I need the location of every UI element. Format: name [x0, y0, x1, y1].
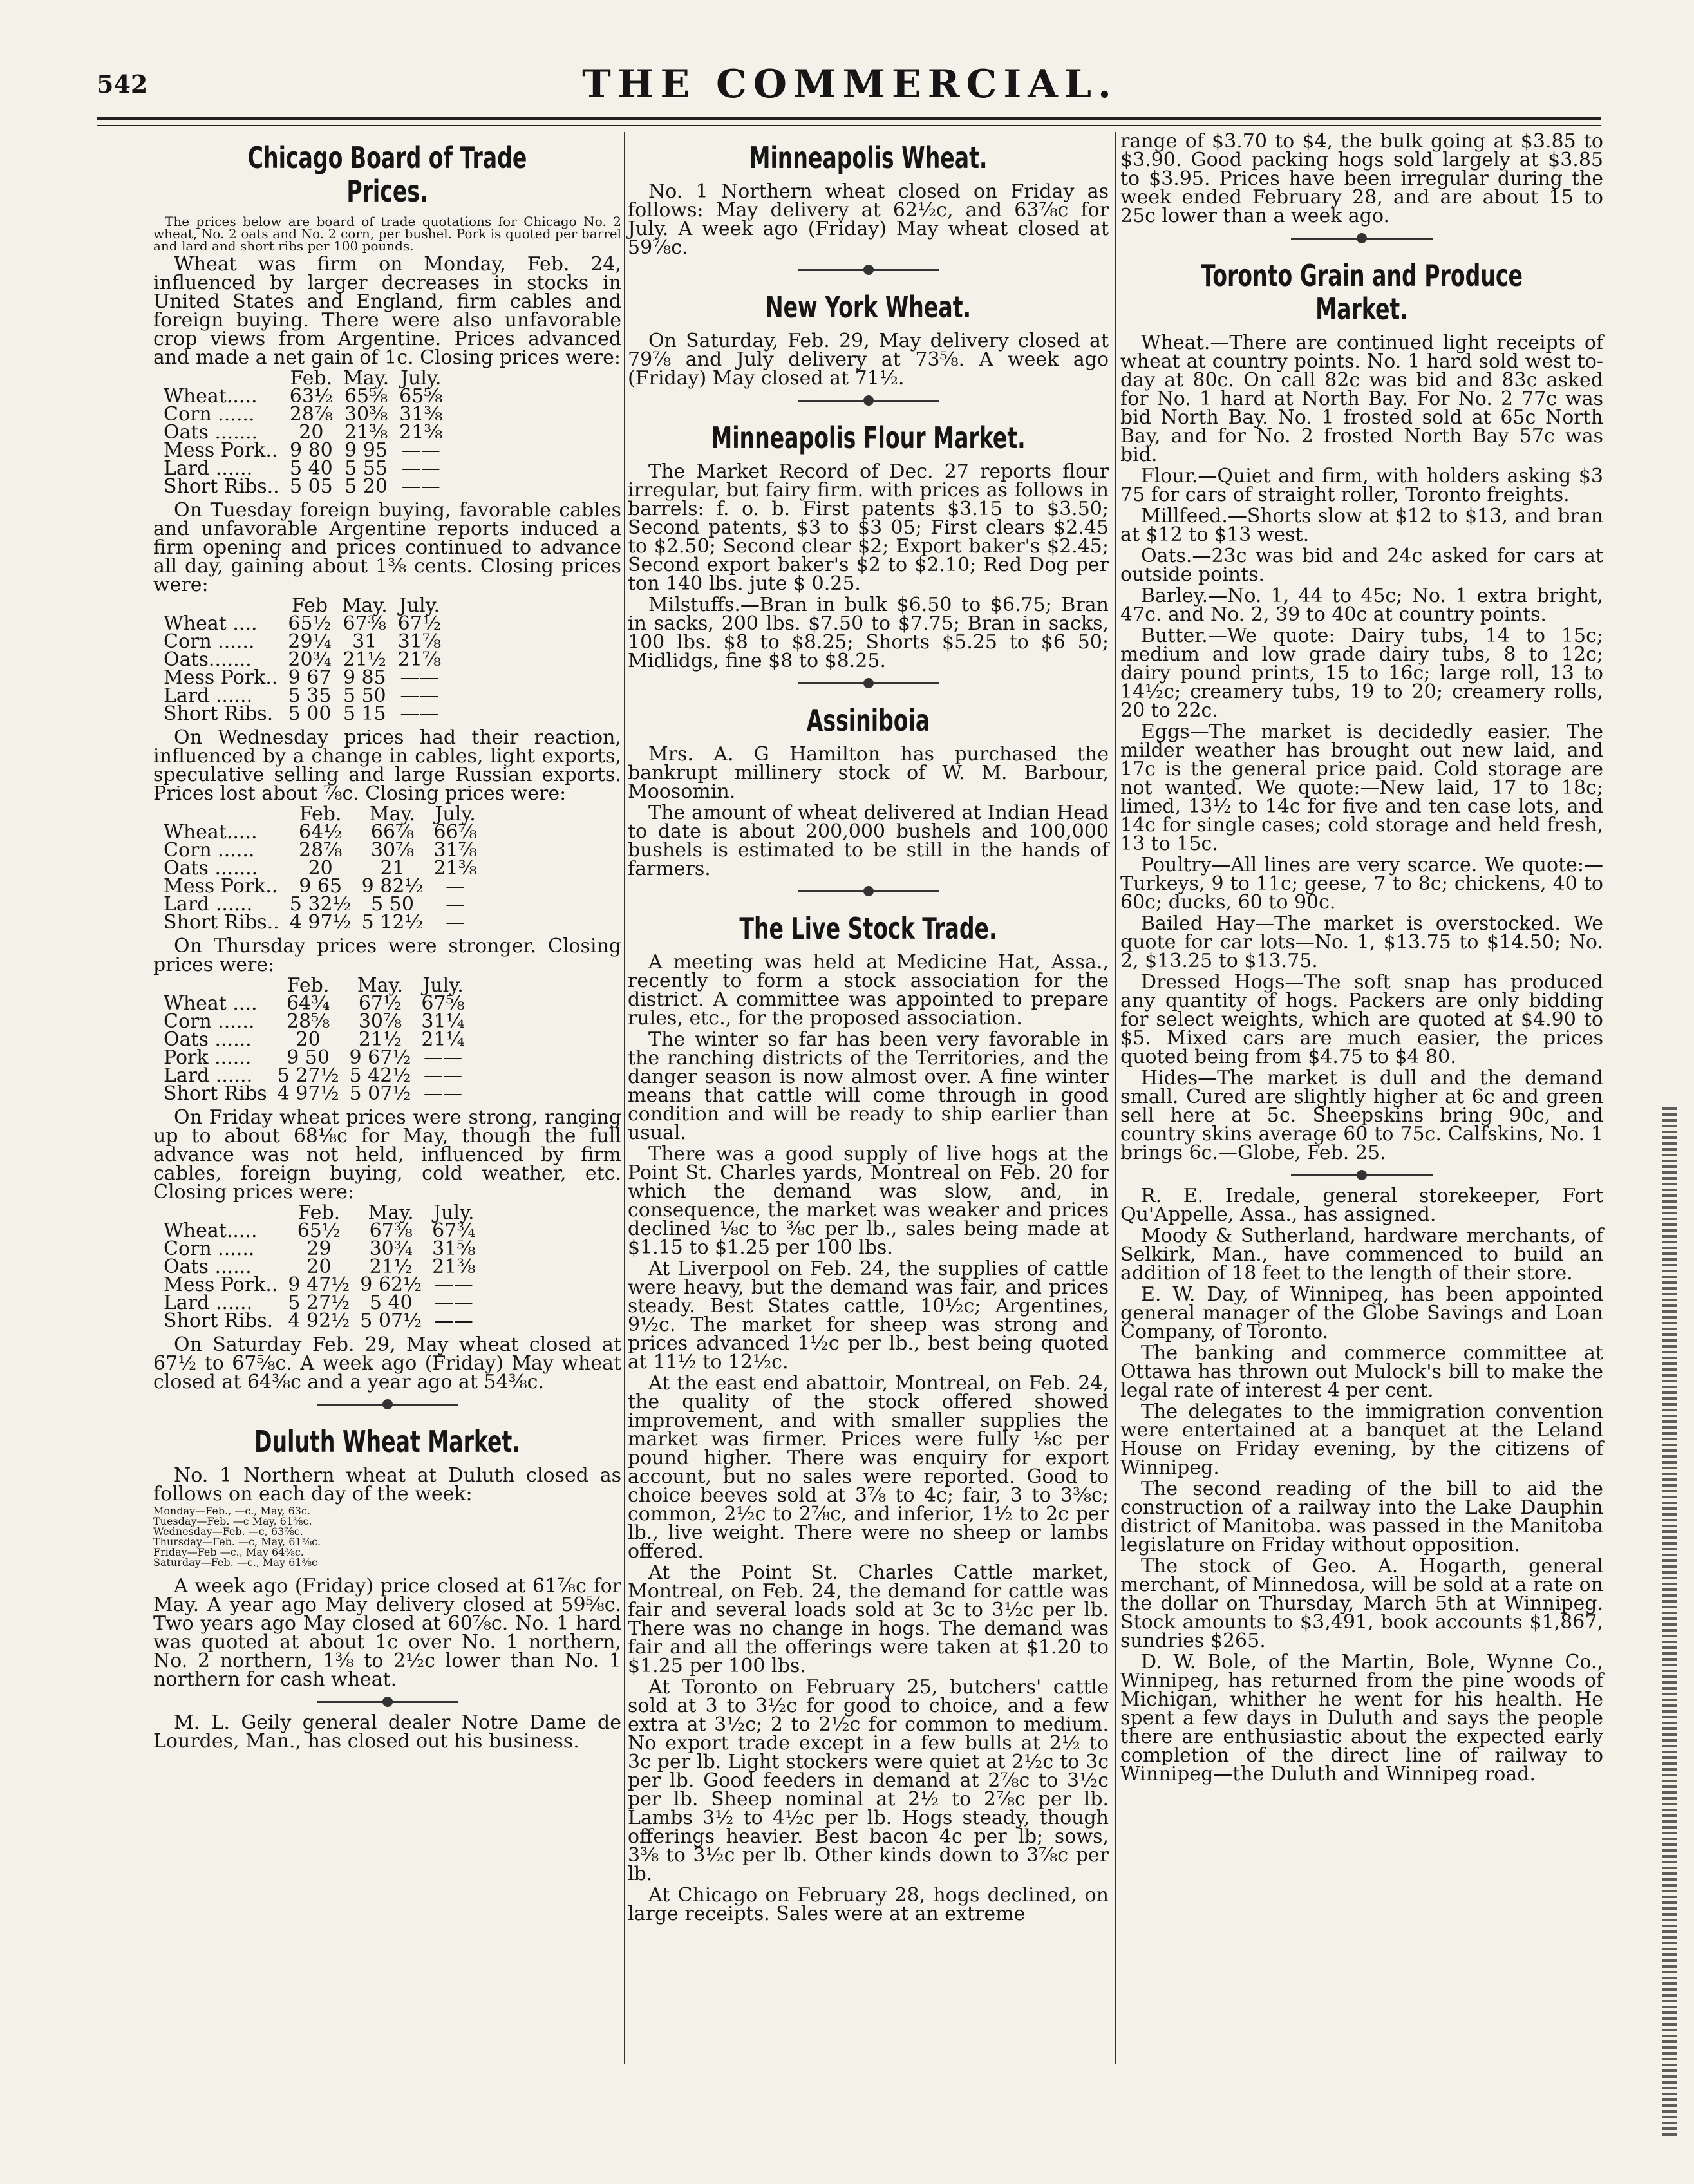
commodity-cell: Short Ribs: [164, 1082, 267, 1105]
column-2: [628, 132, 1109, 1926]
commodity-cell: Lard ......: [164, 1064, 253, 1087]
live-stock-paragraph: At the Point St. Charles Cattle market, Montreal, on Feb. 24, the demand for cattle was fair and several loads sold at 3c to 3½c per lb. There was no change in hogs. The demand was fair and all the offerings were taken at $1.20 to $1.25 per 100 lbs.: [628, 1561, 1109, 1677]
commodity-cell: Corn ......: [164, 403, 255, 426]
price-cell: 5 07½: [349, 1082, 411, 1105]
price-cell: 20¾: [288, 648, 332, 671]
price-cell: 5 20: [344, 475, 388, 498]
price-cell: ——: [424, 1046, 463, 1069]
price-cell: 4 97½: [277, 1082, 339, 1105]
table-row: [158, 705, 446, 723]
commodity-cell: Lard ......: [164, 893, 253, 916]
price-cell: 5 55: [344, 457, 388, 480]
price-cell: 31¼: [421, 1010, 465, 1033]
price-table: [158, 1201, 480, 1332]
commodity-cell: Mess Pork..: [164, 875, 278, 898]
price-cell: 65½: [288, 612, 332, 635]
commodity-cell: Wheat ....: [164, 612, 258, 635]
price-cell: —: [446, 893, 466, 916]
price-cell: 31: [352, 630, 377, 653]
price-cell: 5 07½: [360, 1310, 422, 1332]
section-divider: [628, 259, 1109, 281]
price-cell: 9 62½: [360, 1274, 422, 1296]
price-cell: 20: [299, 421, 324, 444]
saturday-report: On Saturday Feb. 29, May wheat closed at 67½ to 67⅝c. A week ago (Friday) May wheat closed at 64⅜c and a year ago at 54⅜c.: [153, 1333, 621, 1393]
ny-wheat-heading: New York Wheat.: [765, 290, 972, 325]
price-cell: ——: [400, 684, 439, 707]
price-cell: 63½: [289, 385, 333, 408]
price-cell: 65⅝: [399, 385, 443, 408]
live-stock-paragraph: At Toronto on February 25, butchers' cattle sold at 3 to 3½c for good to choice, and a few extra at 3½c; 2 to 2½c for common to medium. No export trade except in a few bulls at 2½ to 3c per lb. Light stockers were quiet at 2½c to 3c per lb. Good feeders in demand at 2⅞c to 3½c per lb. Sheep nominal at 2½ to 2⅞c per lb. Lambs 3½ to 4½c per lb. Hogs steady, though offerings heavier. Best bacon 4c per lb; sows, 3⅜ to 3½c per lb. Other kinds down to 3⅞c per lb.: [628, 1676, 1109, 1885]
commodity-cell: Oats.......: [164, 648, 252, 671]
duluth-daily-list: [153, 1506, 621, 1568]
list-item: Wednesday—Feb. —c, 63⅞c.: [153, 1525, 303, 1538]
paragraph: D. W. Bole, of the Martin, Bole, Wynne Co., Winnipeg, has returned from the pine woods of Michigan, whither he went for his health. He spent a few days in Duluth and says the people there are enthusiastic about the expected early completion of the direct line of railway to Winnipeg—the Duluth and Winnipeg road.: [1120, 1651, 1603, 1785]
mpls-wheat-text: No. 1 Northern wheat closed on Friday as follows: May delivery at 62½c, and 63⅞c for July. A week ago (Friday) May wheat closed at 59⅞c.: [628, 180, 1109, 259]
price-cell: ——: [424, 1064, 463, 1087]
price-cell: 31⅞: [433, 839, 477, 861]
list-item: Thursday—Feb. —c, May, 61⅜c.: [153, 1536, 321, 1548]
price-cell: 9 67½: [349, 1046, 411, 1069]
mpls-wheat-heading: Minneapolis Wheat.: [749, 140, 988, 175]
commodity-cell: Corn ......: [164, 1238, 255, 1260]
price-cell: 4 97½: [289, 911, 352, 934]
price-cell: 5 05: [289, 475, 333, 498]
price-cell: 30⅜: [344, 403, 388, 426]
toronto-report: [1120, 334, 1603, 1162]
commodity-cell: Corn ......: [164, 1010, 255, 1033]
list-item: Saturday—Feb. —c., May 61⅜c: [153, 1556, 317, 1568]
paragraph: The stock of Geo. A. Hogarth, general merchant, of Minnedosa, will be sold at a rate on the dollar on Thursday, March 5th at Winnipeg. Stock amounts to $3,491, book accounts $1,867, sundries $265.: [1120, 1555, 1603, 1652]
commodity-cell: Mess Pork..: [164, 666, 278, 689]
section-divider: [628, 673, 1109, 695]
toronto-heading: Toronto Grain and Produce Market.: [1201, 258, 1523, 326]
chicago-heading: Chicago Board of Trade Prices.: [247, 140, 527, 209]
paragraph: Poultry—All lines are very scarce. We quote:—Turkeys, 9 to 11c; geese, 7 to 8c; chickens, 40 to 60c; ducks, 60 to 90c.: [1120, 854, 1603, 914]
price-cell: 28⅝: [286, 1010, 330, 1033]
price-cell: 5 27½: [277, 1064, 339, 1087]
price-cell: 9 80: [289, 439, 333, 462]
commodity-cell: Mess Pork..: [164, 439, 278, 462]
paragraph: Wheat.—There are continued light receipts of wheat at country points. No. 1 hard sold west to-day at 80c. On call 82c was bid and 83c asked for No. 1 hard at North Bay. For No. 2 77c was bid North Bay. No. 1 frosted sold at 65c North Bay, and for No. 2 frosted North Bay 57c was bid.: [1120, 332, 1603, 466]
page-header: [97, 57, 1603, 115]
commodity-cell: Oats .......: [164, 857, 258, 880]
price-cell: 64½: [299, 821, 343, 843]
paragraph: The banking and commerce committee at Ottawa has thrown out Mulock's bill to make the legal rate of interest 4 per cent.: [1120, 1342, 1603, 1402]
table-row: [158, 1085, 470, 1103]
masthead-title: THE COMMERCIAL.: [582, 62, 1118, 107]
price-cell: ——: [434, 1292, 473, 1314]
live-stock-paragraph: At the east end abattoir, Montreal, on Feb. 24, the quality of the stock offered showed improvement, and with smaller supplies the market was firmer. Prices were fully ⅛c per pound higher. There was enquiry for export account, but no sales were reported. Good to choice beeves sold at 3⅞ to 4c; fair, 3 to 3⅜c; common, 2½c to 2⅞c, and inferior, 1½ to 2c per lb., live weight. There were no sheep or lambs offered.: [628, 1372, 1109, 1563]
column-1: [153, 132, 621, 1753]
table-header-cell: July.: [399, 594, 440, 617]
price-cell: 29: [306, 1238, 332, 1260]
column-3: [1120, 132, 1603, 1786]
table-header-cell: May.: [369, 803, 416, 825]
list-item: Tuesday—Feb. —c May, 61⅜c.: [153, 1515, 312, 1527]
duluth-heading: Duluth Wheat Market.: [254, 1424, 520, 1459]
commodity-cell: Short Ribs.: [164, 702, 274, 725]
commodity-cell: Oats .......: [164, 421, 258, 444]
price-cell: 21½: [343, 648, 386, 671]
price-cell: 31⅝: [432, 1238, 476, 1260]
price-cell: 67½: [358, 992, 402, 1015]
price-cell: ——: [401, 439, 440, 462]
table-header-cell: July.: [433, 1201, 475, 1224]
paragraph: Hides—The market is dull and the demand small. Cured are slightly higher at 6c and green sell here at 5c. Sheepskins bring 90c, and country skins average 60 to 75c. Calfskins, No. 1 brings 6c.—Globe, Feb. 25.: [1120, 1067, 1603, 1164]
paragraph: Flour.—Quiet and firm, with holders asking $3 75 for cars of straight roller, Toronto freights.: [1120, 465, 1603, 506]
table-row: [158, 1312, 480, 1330]
paragraph: Eggs—The market is decidedly easier. The milder weather has brought out new laid, and 17c is the general price paid. Cold storage are not wanted. We quote:—New laid, 17 to 18c; limed, 13½ to 14c for five and ten case lots, and 14c for single cases; cold storage and held fresh, 13 to 15c.: [1120, 720, 1603, 855]
ny-wheat-text: On Saturday, Feb. 29, May delivery closed at 79⅞ and July delivery at 73⅝. A week ago (Friday) May closed at 71½.: [628, 330, 1109, 390]
commodity-cell: Wheat.....: [164, 385, 258, 408]
price-cell: ——: [434, 1310, 473, 1332]
price-cell: 67⅝: [421, 992, 465, 1015]
table-row: [158, 478, 447, 496]
price-cell: —: [446, 875, 466, 898]
price-cell: 4 92½: [288, 1310, 350, 1332]
price-cell: 67½: [397, 612, 442, 635]
price-table: [158, 367, 447, 498]
price-cell: —: [446, 911, 466, 934]
price-cell: 5 40: [369, 1292, 413, 1314]
commodity-cell: Lard ......: [164, 1292, 253, 1314]
list-item: Friday—Feb —c., May 64⅜c.: [153, 1546, 304, 1558]
price-table: [158, 805, 482, 932]
price-cell: 21¼: [421, 1028, 465, 1051]
paragraph: Moody & Sutherland, hardware merchants, of Selkirk, Man., have commenced to build an addition of 18 feet to the length of their store.: [1120, 1225, 1603, 1285]
live-stock-paragraph: The winter so far has been very favorable in the ranching districts of the Territories, and the danger season is now almost over. A fine winter means that cattle will come through in good condition and will be ready to ship earlier than usual.: [628, 1028, 1109, 1144]
live-stock-heading: The Live Stock Trade.: [739, 911, 997, 946]
price-cell: ——: [401, 475, 440, 498]
price-cell: 67¾: [432, 1219, 476, 1242]
commodity-cell: Mess Pork..: [164, 1274, 278, 1296]
live-stock-paragraph: At Chicago on February 28, hogs declined, on large receipts. Sales were at an extreme: [628, 1884, 1109, 1925]
live-stock-paragraph: There was a good supply of live hogs at the Point St. Charles yards, Montreal on Feb. 20 for which the demand was slow, and, in consequence, the market was weaker and prices declined ⅛c to ⅜c per lb., sales being made at $1.15 to $1.25 per 100 lbs.: [628, 1143, 1109, 1259]
price-cell: 29¼: [288, 630, 332, 653]
section-divider: [1120, 1165, 1603, 1187]
table-header-cell: May.: [341, 594, 388, 617]
section-divider: [628, 881, 1109, 903]
price-cell: ——: [401, 457, 440, 480]
news-items: [1120, 1187, 1603, 1784]
column-divider: [1115, 132, 1116, 2064]
section-divider: [153, 1394, 621, 1416]
header-rule: [97, 117, 1601, 120]
price-cell: 21: [380, 857, 405, 880]
millstuffs-text: Milstuffs.—Bran in bulk $6.50 to $6.75; Bran in sacks, 200 lbs. $7.50 to $7.75; Bran in sacks, 100 lbs. $8 to $8.25; Shorts $5.25 to $6 50; Midlidgs, fine $8 to $8.25.: [628, 594, 1109, 672]
table-header-cell: July.: [435, 803, 476, 825]
table-header-cell: Feb: [291, 594, 328, 617]
tuesday-report: On Tuesday foreign buying, favorable cables and unfavorable Argentine reports induced a firm opening and prices continued to advance all day, gaining about 1⅜ cents. Closing prices were:: [153, 499, 621, 596]
price-cell: 5 50: [371, 893, 414, 916]
table-header-cell: Feb.: [299, 803, 342, 825]
commodity-cell: Pork ......: [164, 1046, 252, 1069]
commodity-cell: Corn ......: [164, 839, 255, 861]
header-rule-thin: [97, 125, 1601, 126]
chicago-note: The prices below are board of trade quotations for Chicago No. 2 wheat, No. 2 oats and No. 2 corn, per bushel. Pork is quoted per barrel and lard and short ribs per 100 pounds.: [153, 214, 621, 254]
price-cell: 5 00: [288, 702, 332, 725]
column-divider: [624, 132, 625, 2064]
page-edge-scan: [1662, 1107, 1677, 2138]
table-header-cell: May.: [368, 1201, 414, 1224]
price-cell: 30⅞: [358, 1010, 402, 1033]
price-cell: 5 42½: [349, 1064, 411, 1087]
table-header-cell: Feb.: [287, 974, 330, 997]
wednesday-report: On Wednesday prices had their reaction, influenced by a change in cables, light exports, speculative selling and large Russian exports. Prices lost about ⅞c. Closing prices were:: [153, 726, 621, 805]
price-cell: 5 27½: [288, 1292, 350, 1314]
commodity-cell: Short Ribs.: [164, 1310, 274, 1332]
duluth-note: M. L. Geily general dealer Notre Dame de Lourdes, Man., has closed out his business.: [153, 1711, 621, 1753]
assiniboia-text: Mrs. A. G Hamilton has purchased the bankrupt millinery stock of W. M. Barbour, Moosomin.: [628, 743, 1109, 803]
price-cell: 28⅞: [289, 403, 333, 426]
price-cell: 21⅜: [344, 421, 388, 444]
price-cell: ——: [424, 1082, 463, 1105]
commodity-cell: Lard ......: [164, 457, 253, 480]
price-cell: 21⅞: [397, 648, 442, 671]
list-item: Monday—Feb., —c., May, 63c.: [153, 1505, 310, 1517]
price-cell: 28⅞: [299, 839, 343, 861]
price-cell: 31⅞: [397, 630, 442, 653]
price-cell: 9 50: [287, 1046, 330, 1069]
paragraph: Bailed Hay—The market is overstocked. We quote for car lots—No. 1, $13.75 to $14.50; No. 2, $13.25 to $13.75.: [1120, 912, 1603, 972]
monday-report: Wheat was firm on Monday, Feb. 24, influenced by larger decreases in stocks in United States and England, firm cables and foreign buying. There were also unfavorable crop views from Argentine. Prices advanced and made a net gain of 1c. Closing prices were:: [153, 253, 621, 369]
table-header-cell: May.: [357, 974, 404, 997]
table-row: [158, 914, 482, 932]
price-cell: ——: [400, 702, 439, 725]
paragraph: The second reading of the bill to aid the construction of a railway into the Lake Dauphin district of Manitoba. was passed in the Manitoba legislature on Friday without opposition.: [1120, 1478, 1603, 1556]
commodity-cell: Oats ......: [164, 1256, 252, 1278]
price-cell: 9 67: [288, 666, 332, 689]
price-cell: 5 32½: [289, 893, 352, 916]
price-table: [158, 594, 446, 725]
price-cell: 67⅜: [343, 612, 386, 635]
commodity-cell: Wheat ....: [164, 992, 258, 1015]
commodity-cell: Lard ......: [164, 684, 253, 707]
price-cell: 9 82½: [361, 875, 424, 898]
assiniboia-text: The amount of wheat delivered at Indian Head to date is about 200,000 bushels and 100,000 bushels is estimated to be still in the hands of farmers.: [628, 802, 1109, 880]
mpls-flour-heading: Minneapolis Flour Market.: [711, 420, 1026, 455]
continued-text: range of $3.70 to $4, the bulk going at $3.85 to $3.90. Good packing hogs sold largely at $3.85 to $3.95. Prices have been irregular during the week ended February 28, and are about 15 to 25c lower than a week ago.: [1120, 130, 1603, 227]
section-divider: [628, 390, 1109, 412]
page-number: 542: [97, 70, 148, 99]
commodity-cell: Corn ......: [164, 630, 255, 653]
price-cell: 20: [306, 1256, 332, 1278]
commodity-cell: Wheat.....: [164, 1219, 258, 1242]
price-cell: 5 50: [343, 684, 386, 707]
assiniboia-heading: Assiniboia: [806, 703, 930, 738]
paragraph: The delegates to the immigration convention were entertained at a banquet at the Leland House on Friday evening, by the citizens of Winnipeg.: [1120, 1400, 1603, 1479]
price-cell: 30⅞: [370, 839, 415, 861]
price-cell: 64¾: [286, 992, 330, 1015]
table-header-cell: May.: [343, 367, 390, 390]
price-cell: 67⅜: [369, 1219, 413, 1242]
table-header-cell: July.: [422, 974, 464, 997]
commodity-cell: Short Ribs..: [164, 911, 279, 934]
duluth-intro: No. 1 Northern wheat at Duluth closed as follows on each day of the week:: [153, 1464, 621, 1505]
table-header-cell: Feb.: [297, 1201, 341, 1224]
commodity-cell: Oats ......: [164, 1028, 252, 1051]
live-stock-paragraph: At Liverpool on Feb. 24, the supplies of cattle were heavy, but the demand was fair, and prices steady. Best States cattle, 10½c; Argentines, 9½c. The market for sheep was strong and prices advanced 1½c per lb., best being quoted at 11½ to 12½c.: [628, 1257, 1109, 1373]
commodity-cell: Wheat.....: [164, 821, 258, 843]
price-cell: 20: [296, 1028, 321, 1051]
paragraph: E. W. Day, of Winnipeg, has been appointed general manager of the Globe Savings and Loan Company, of Toronto.: [1120, 1283, 1603, 1343]
duluth-text: A week ago (Friday) price closed at 61⅞c for May. A year ago May delivery closed at 59⅝c. Two years ago May closed at 60⅞c. No. 1 hard was quoted at about 1c over No. 1 northern, No. 2 northern, 1⅜ to 2½c lower than No. 1 northern for cash wheat.: [153, 1575, 621, 1691]
table-header-cell: Feb.: [290, 367, 333, 390]
price-cell: 66⅞: [370, 821, 415, 843]
price-cell: 30¾: [369, 1238, 413, 1260]
price-cell: 20: [308, 857, 333, 880]
price-cell: 9 47½: [288, 1274, 350, 1296]
live-stock-paragraph: A meeting was held at Medicine Hat, Assa., recently to form a stock association for the district. A committee was appointed to prepare rules, etc., for the proposed association.: [628, 951, 1109, 1030]
price-cell: 5 12½: [361, 911, 424, 934]
price-cell: 21½: [358, 1028, 402, 1051]
paragraph: R. E. Iredale, general storekeeper, Fort Qu'Appelle, Assa., has assigned.: [1120, 1185, 1603, 1226]
table-header-cell: July.: [400, 367, 442, 390]
price-cell: 65⅝: [344, 385, 388, 408]
price-cell: 65½: [297, 1219, 341, 1242]
paragraph: Dressed Hogs—The soft snap has produced any quantity of hogs. Packers are only bidding for select weights, which are quoted at $4.90 to $5. Mixed cars are much easier, the prices quoted being from $4.75 to $4 80.: [1120, 971, 1603, 1068]
friday-report: On Friday wheat prices were strong, ranging up to about 68⅛c for May, though the full advance was not held, influenced by firm cables, foreign buying, cold weather, etc. Closing prices were:: [153, 1106, 621, 1203]
price-table: [158, 974, 470, 1105]
paragraph: Butter.—We quote: Dairy tubs, 14 to 15c; medium and low grade dairy tubs, 8 to 12c; dairy pound prints, 15 to 16c; large roll, 13 to 14½c; creamery tubs, 19 to 20; creamery rolls, 20 to 22c.: [1120, 625, 1603, 722]
paragraph: Oats.—23c was bid and 24c asked for cars at outside points.: [1120, 545, 1603, 586]
price-cell: 66⅞: [433, 821, 477, 843]
price-cell: 9 65: [299, 875, 343, 898]
section-divider: [153, 1691, 621, 1713]
section-divider: [1120, 228, 1603, 250]
thursday-report: On Thursday prices were stronger. Closing prices were:: [153, 935, 621, 976]
paragraph: Barley.—No. 1, 44 to 45c; No. 1 extra bright, 47c. and No. 2, 39 to 40c at country points.: [1120, 585, 1603, 626]
price-cell: 9 85: [343, 666, 386, 689]
price-cell: ——: [434, 1274, 473, 1296]
price-cell: 21½: [369, 1256, 413, 1278]
price-cell: 5 35: [288, 684, 332, 707]
price-cell: 21⅜: [433, 857, 477, 880]
paragraph: Millfeed.—Shorts slow at $12 to $13, and bran at $12 to $13 west.: [1120, 505, 1603, 546]
price-cell: 21⅜: [432, 1256, 476, 1278]
commodity-cell: Short Ribs..: [164, 475, 279, 498]
mpls-flour-text: The Market Record of Dec. 27 reports flour irregular, but fairy firm. with prices as follows in barrels: f. o. b. First patents $3.15 to $3.50; Second patents, $3 to $3 05; First clears $2.45 to $2.50; Second clear $2; Export baker's $2.45; Second export baker's $2 to $2.10; Red Dog per ton 140 lbs. jute $ 0.25.: [628, 460, 1109, 595]
price-cell: ——: [400, 666, 439, 689]
price-cell: 9 95: [344, 439, 388, 462]
price-cell: 31⅜: [399, 403, 443, 426]
price-cell: 5 15: [343, 702, 386, 725]
price-cell: 5 40: [289, 457, 333, 480]
price-cell: 21⅜: [399, 421, 443, 444]
